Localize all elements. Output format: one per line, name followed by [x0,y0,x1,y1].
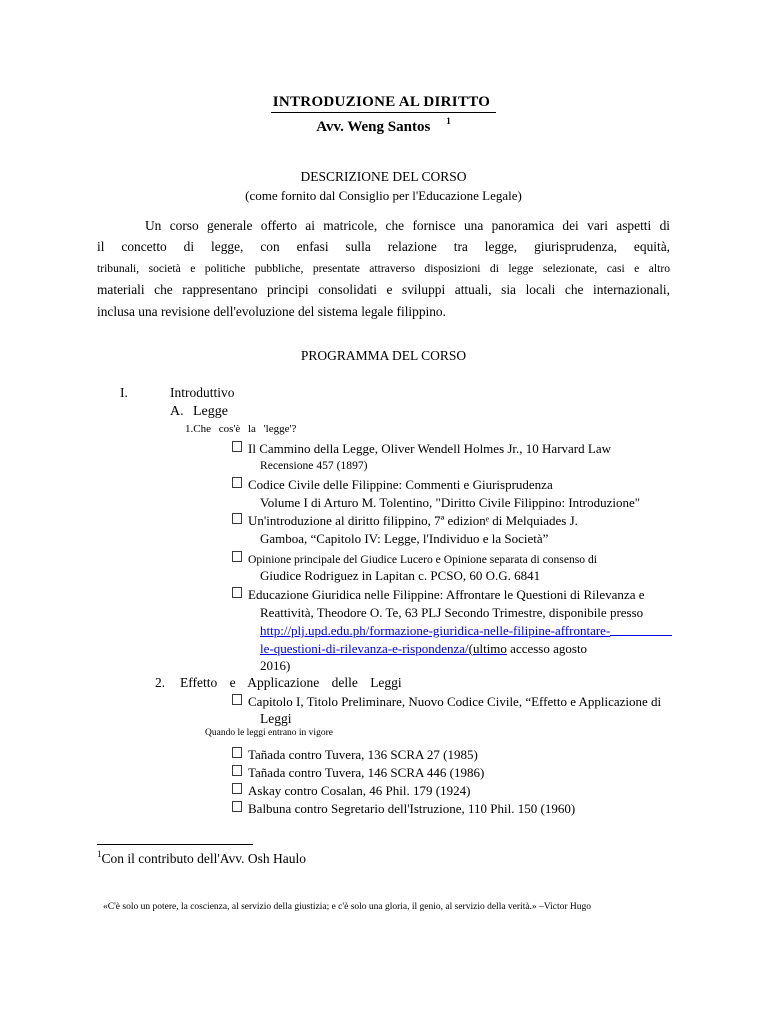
checkbox-bullet-icon [232,765,242,776]
course-description-heading: DESCRIZIONE DEL CORSO [300,169,467,184]
checkbox-bullet-icon [232,441,242,452]
plj-url-link[interactable]: http://plj.upd.edu.ph/formazione-giuridica-nelle-filipine-affrontare- [260,623,611,638]
course-description-subheading: (come fornito dal Consiglio per l'Educazione Legale) [245,188,522,203]
checkbox-bullet-icon [232,801,242,812]
page-title-text: INTRODUZIONE AL DIRITTO [271,94,497,113]
reading-item [232,551,597,566]
reading-text: Il Cammino della Legge, Oliver Wendell Holmes Jr., 10 Harvard Law [248,441,611,456]
case-text: Tañada contro Tuvera, 136 SCRA 27 (1985) [248,747,478,762]
outline-item-effetto: Effetto e Applicazione delle Leggi [180,675,402,690]
access-note: accesso agosto [506,641,588,656]
reading-text: Un'introduzione al diritto filippino, 7ª edizionᵉ di Melquiades J. [248,513,578,528]
hyperlink-line-1 [260,623,672,639]
page-title [97,94,670,113]
reading-item [232,513,578,529]
checkbox-bullet-icon [232,513,242,524]
footnote [97,849,306,867]
case-item [232,801,575,817]
reading-text: Capitolo I, Titolo Preliminare, Nuovo Codice Civile, “Effetto e Applicazione di [248,694,662,709]
case-text: Tañada contro Tuvera, 146 SCRA 446 (1986) [248,765,485,780]
reading-item [232,477,553,493]
footnote-text: Con il contributo dell'Avv. Osh Haulo [101,851,307,866]
author-name: Avv. Weng Santos [316,119,431,135]
checkbox-bullet-icon [232,587,242,598]
case-text: Balbuna contro Segretario dell'Istruzione, 110 Phil. 150 (1960) [248,801,576,816]
case-item [232,747,478,763]
reading-continuation: Giudice Rodriguez in Lapitan c. PCSO, 60 O.G. 6841 [260,568,541,583]
paragraph-line: il concetto di legge, con enfasi sulla relazione tra legge, giurisprudenza, equità, [97,239,670,255]
case-item [232,783,470,799]
outline-roman-numeral: I. [120,385,128,400]
course-description-paragraph [97,215,670,322]
syllabus-heading: PROGRAMMA DEL CORSO [300,348,467,363]
outline-number-2: 2. [155,675,166,690]
checkbox-bullet-icon [232,551,242,562]
access-note-closing: 2016) [260,658,291,673]
reading-continuation: Volume I di Arturo M. Tolentino, "Diritto Civile Filippino: Introduzione" [260,495,641,510]
author-footnote-ref: 1 [446,116,451,126]
link-trailing-text: (ultimo [468,641,507,656]
checkbox-bullet-icon [232,783,242,794]
reading-text: Opinione principale del Giudice Lucero e Opinione separata di consenso di [248,553,597,566]
author-line [97,116,670,136]
outline-item-legge: Legge [193,404,228,419]
outline-question-1: 1.Che cos'è la 'legge'? [185,423,297,435]
reading-item [232,694,661,710]
reading-item [232,587,645,603]
checkbox-bullet-icon [232,694,242,705]
outline-item-introduttivo: Introduttivo [170,385,235,400]
footnote-separator [97,844,253,845]
reading-continuation: Recensione 457 (1897) [260,459,368,472]
paragraph-line: materiali che rappresentano principi consolidati e sviluppi attuali, sia locali che internazionali, [97,282,670,298]
hyperlink-line-2 [260,641,587,657]
footnote-ref: 1 [97,849,102,859]
victor-hugo-quote: «C'è solo un potere, la coscienza, al servizio della giustizia; e c'è solo una gloria, il genio, al servizio della verità.» –Victor Hugo [103,902,591,912]
case-text: Askay contro Cosalan, 46 Phil. 179 (1924) [248,783,471,798]
checkbox-bullet-icon [232,477,242,488]
reading-continuation: Leggi [260,711,292,726]
reading-text: Educazione Giuridica nelle Filippine: Affrontare le Questioni di Rilevanza e [248,587,645,602]
reading-continuation: Reattività, Theodore O. Te, 63 PLJ Secondo Trimestre, disponibile presso [260,605,644,620]
paragraph-line: inclusa una revisione dell'evoluzione del sistema legale filippino. [97,303,446,319]
reading-text: Codice Civile delle Filippine: Commenti e Giurisprudenza [248,477,553,492]
paragraph-line: Un corso generale offerto ai matricole, che fornisce una panoramica dei vari aspetti di [145,218,670,233]
paragraph-line: tribunali, società e politiche pubbliche, presentate attraverso disposizioni di legge selezionate, casi e altro [97,261,670,275]
plj-url-link-continuation[interactable]: le-questioni-di-rilevanza-e-rispondenza/ [260,641,469,656]
link-underline-filler [610,635,672,636]
case-item [232,765,484,781]
reading-item [232,441,611,457]
reading-continuation: Gamboa, “Capitolo IV: Legge, l'Individuo e la Società” [260,531,549,546]
outline-letter: A. [170,404,184,419]
vigore-note: Quando le leggi entrano in vigore [205,728,333,738]
checkbox-bullet-icon [232,747,242,758]
